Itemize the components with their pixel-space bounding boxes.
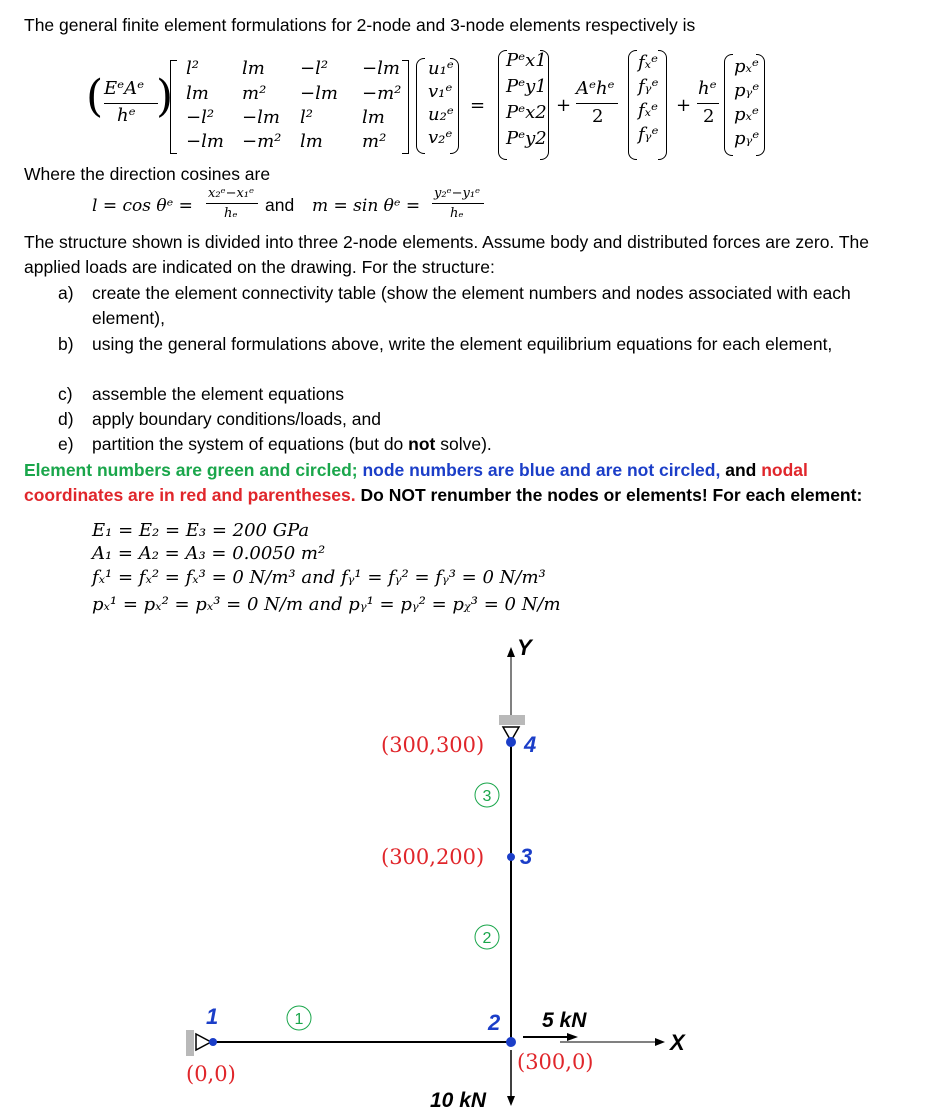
load-10kn-label: 10 kN [430,1089,487,1112]
node-3-label: 3 [520,844,533,869]
body-factor-num: Aᵉhᵉ [576,78,615,99]
matrix-cell: −m² [242,131,282,152]
top-support-icon [499,715,525,725]
given-body-forces: fₓ¹ = fₓ² = fₓ³ = 0 N/m³ and fᵧ¹ = fᵧ² = fᵧ³ = 0 N/m³ [92,567,546,588]
element-1-label: 1 [294,1011,304,1028]
node-2-label: 2 [488,1010,501,1035]
x-axis-arrowhead [655,1038,665,1046]
x-axis-label: X [670,1030,685,1055]
node-1-label: 1 [206,1004,219,1029]
factor-numerator: EᵉAᵉ [104,78,145,99]
matrix-cell: m² [362,131,387,152]
matrix-cell: −lm [300,83,338,104]
element-2-label: 2 [482,930,492,947]
y-axis-label: Y [517,635,532,660]
node-4-dot [506,737,516,747]
displacement-entry: v₁ᵉ [428,81,453,102]
load-entry: Pᵉy2 [506,128,547,149]
m-denominator: hₑ [450,206,464,221]
matrix-cell: lm [186,83,209,104]
direction-cosines-label: Where the direction cosines are [24,164,271,184]
m-numerator: y₂ᵉ−y₁ᵉ [434,186,481,201]
node-3-coord: (300,200) [381,845,485,869]
plus-sign-2: + [676,95,692,116]
plus-sign-1: + [556,95,572,116]
load-entry: Pᵉy1 [506,76,547,97]
l-denominator: hₑ [224,206,238,221]
node-4-coord: (300,300) [381,733,485,757]
node-4-label: 4 [524,732,537,757]
m-lhs: m = sin θᵉ = [312,196,421,216]
distributed-force-entry: pₓᵉ [734,56,759,77]
given-modulus: E₁ = E₂ = E₃ = 200 GPa [92,520,310,541]
load-10kn-arrowhead [507,1096,515,1106]
problem-statement: The structure shown is divided into three 2-node elements. Assume body and distributed forces are zero. The applied loads are indicated on the drawing. For the structure: [24,232,869,277]
distributed-force-entry: pᵧᵉ [734,128,760,149]
body-force-entry: fᵧᵉ [638,76,659,97]
load-5kn-arrowhead [567,1033,578,1041]
matrix-cell: l² [186,58,199,79]
l-lhs: l = cos θᵉ = [92,196,193,216]
l-numerator: x₂ᵉ−x₁ᵉ [208,186,255,201]
node-3-dot [507,853,515,861]
displacement-entry: u₂ᵉ [428,104,454,125]
y-axis-arrowhead [507,647,515,657]
node-1-dot [209,1038,217,1046]
displacement-entry: u₁ᵉ [428,58,454,79]
node-2-coord: (300,0) [517,1050,594,1074]
factor-denominator: hᵉ [117,105,136,126]
dist-factor-num: hᵉ [698,78,717,99]
distributed-force-entry: pᵧᵉ [734,80,760,101]
matrix-cell: lm [300,131,323,152]
matrix-cell: −lm [186,131,224,152]
left-support-icon [186,1030,194,1056]
body-force-entry: fₓᵉ [638,100,659,121]
matrix-cell: −l² [300,58,329,79]
distributed-force-entry: pₓᵉ [734,104,759,125]
equals-sign: = [470,95,486,116]
load-5kn-label: 5 kN [542,1009,587,1032]
dist-factor-den: 2 [703,106,715,127]
matrix-cell: lm [362,107,385,128]
intro-text: The general finite element formulations for 2-node and 3-node elements respectively is [24,15,696,35]
given-area: A₁ = A₂ = A₃ = 0.0050 m² [92,543,326,564]
body-factor-den: 2 [592,106,604,127]
structure-diagram [0,620,943,1120]
element-3-label: 3 [482,788,492,805]
matrix-cell: lm [242,58,265,79]
node-2-dot [506,1037,516,1047]
color-legend: Element numbers are green and circled; node numbers are blue and are not circled, and nodal coordinates are in red and parentheses. Do NOT renumber the nodes or elements! For each element: [24,460,863,505]
body-force-entry: fᵧᵉ [638,124,659,145]
given-distributed-forces: pₓ¹ = pₓ² = pₓ³ = 0 N/m and pᵧ¹ = pᵧ² = pᵪ³ = 0 N/m [92,594,561,615]
and-word: and [265,195,295,215]
matrix-cell: m² [242,83,267,104]
load-entry: Pᵉx2 [506,102,547,123]
matrix-cell: −lm [362,58,400,79]
displacement-entry: v₂ᵉ [428,127,453,148]
matrix-cell: −l² [186,107,215,128]
load-entry: Pᵉx1 [506,50,547,71]
matrix-cell: l² [300,107,313,128]
matrix-cell: −lm [242,107,280,128]
body-force-entry: fₓᵉ [638,52,659,73]
matrix-cell: −m² [362,83,402,104]
node-1-coord: (0,0) [186,1062,236,1086]
left-pin-icon [196,1034,211,1050]
